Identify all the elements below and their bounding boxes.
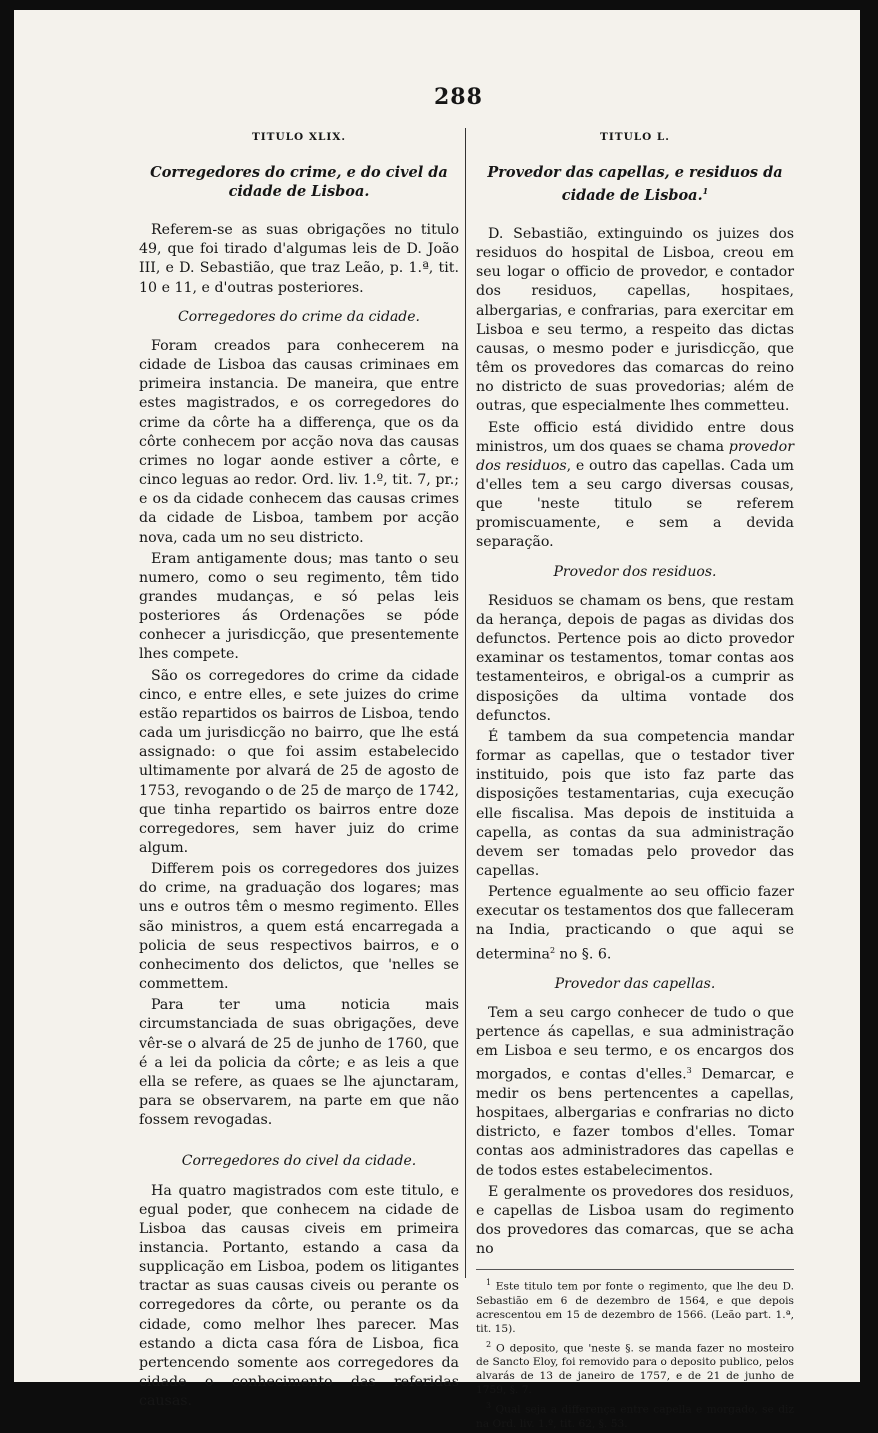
right-s1-paragraph-2: É tambem da sua competencia mandar formar as capellas, que o testador tiver instituido, pois que isto faz parte das disposições testamentarias, cuja execução elle fiscalisa. Mas depois de instituida a capella, as contas da sua administração devem ser tomadas pelo provedor das capellas. bbox=[476, 728, 794, 879]
right-title-text: Provedor das capellas, e residuos da cidade de Lisboa. bbox=[487, 164, 783, 204]
left-title: Corregedores do crime, e do civel da cidade de Lisboa. bbox=[150, 164, 448, 201]
right-s2-paragraph-2: E geralmente os provedores dos residuos, e capellas de Lisboa usam do regimento dos provedores das comarcas, que se acha no bbox=[476, 1183, 794, 1258]
right-p2-text-a: Este officio está dividido entre dous ministros, um dos quaes se chama bbox=[476, 419, 794, 455]
right-paragraph-2 bbox=[476, 419, 794, 553]
left-section1-heading: Corregedores do crime da cidade. bbox=[177, 308, 420, 325]
footnote bbox=[476, 1399, 794, 1431]
left-s1-paragraph-1: Foram creados para conhecerem na cidade de Lisboa das causas criminaes em primeira instancia. De maneira, que entre estes magistrados, e os corregedores do crime da côrte ha a differença, que os da côrte conhecem por acção nova das causas crimes no logar aonde estiver a côrte, e cinco leguas ao redor. Ord. liv. 1.º, tit. 7, pr.; e os da cidade conhecem das causas crimes da cidade de Lisboa, tambem por acção nova, cada um no seu districto. bbox=[139, 337, 459, 546]
right-p2-text-b: , e outro das capellas. Cada um d'elles tem a seu cargo diversas cousas, que 'neste titulo se referem promiscuamente, e sem a devida separação. bbox=[476, 457, 794, 551]
left-running-head: TITULO XLIX. bbox=[251, 131, 347, 143]
right-s1-paragraph-3 bbox=[476, 883, 794, 964]
page-number: 288 bbox=[434, 84, 483, 110]
left-s1-paragraph-3: São os corregedores do crime da cidade cinco, e entre elles, e sete juizes do crime estão repartidos os bairros de Lisboa, tendo cada um jurisdicção no bairro, que lhe está assignado: o que foi assim estabelecido ultimamente por alvará de 25 de agosto de 1753, revogando o de 25 de março de 1742, que tinha repartido os bairros entre doze corregedores, sem haver juiz do crime algum. bbox=[139, 667, 459, 856]
right-s2-p1-text-a: Tem a seu cargo conhecer de tudo o que pertence ás capellas, e sua administração em Lisboa e seu termo, e os encargos dos morgados, e contas d'elles. bbox=[476, 1004, 794, 1083]
right-title bbox=[476, 163, 794, 205]
right-paragraph-1: D. Sebastião, extinguindo os juizes dos residuos do hospital de Lisboa, creou em seu logar o officio de provedor, e contador dos residuos, capellas, hospitaes, albergarias, e confrarias, para exercitar em Lisboa e seu termo, a respeito das dictas causas, o mesmo poder e jurisdicção, que têm os provedores das comarcas do reino no districto de suas provedorias; além de outras, que especialmente lhes commetteu. bbox=[476, 225, 794, 415]
right-s2-p1-note-ref: 3 bbox=[686, 1066, 692, 1076]
footnote-number: 3 bbox=[486, 1401, 492, 1411]
footnote-text: Qual seja a differença entre capella e morgado, se diz na Ord. liv. 1.º, tit. 62, §. 53. bbox=[476, 1404, 794, 1431]
right-section1-heading: Provedor dos residuos. bbox=[553, 563, 717, 580]
left-intro-paragraph: Referem-se as suas obrigações no titulo 49, que foi tirado d'algumas leis de D. João III, e D. Sebastião, que traz Leão, p. 1.ª, tit. 10 e 11, e d'outras posteriores. bbox=[139, 222, 459, 296]
footnote-text: O deposito, que 'neste §. se manda fazer no mosteiro de Sancto Eloy, foi removido para o deposito publico, pelos alvarás de 13 de janeiro de 1757, e de 21 de junho de 1759, §. 7. bbox=[476, 1342, 795, 1397]
right-title-note-ref: 1 bbox=[702, 186, 709, 197]
right-s2-p1-text-b: Demarcar, e medir os bens pertencentes a capellas, hospitaes, albergarias e confrarias no dicto districto, e fazer tombos d'elles. Tomar contas aos administradores das capellas e de todos estes estabelecimentos. bbox=[476, 1066, 794, 1179]
left-column bbox=[139, 128, 459, 1413]
right-column bbox=[476, 128, 794, 1433]
right-s1-p3-end: no §. 6. bbox=[555, 946, 612, 963]
right-p2-italic: provedor dos residuos bbox=[476, 438, 794, 474]
right-s1-paragraph-1: Residuos se chamam os bens, que restam da herança, depois de pagas as dividas dos defunctos. Pertence pois ao dicto provedor examinar os testamentos, tomar contas aos testamenteiros, e obrigal-os a cumprir as disposições da ultima vontade dos defunctos. bbox=[476, 592, 794, 724]
right-section2-heading: Provedor das capellas. bbox=[554, 975, 716, 992]
column-divider bbox=[465, 128, 466, 1278]
footnote-text: Este titulo tem por fonte o regimento, que lhe deu D. Sebastião em 6 de dezembro de 1564, e que depois acrescentou em 15 de dezembro de 1566. (Leão part. 1.ª, tit. 15). bbox=[476, 1280, 794, 1335]
footnote-number: 1 bbox=[486, 1278, 492, 1288]
left-s1-paragraph-4: Differem pois os corregedores dos juizes do crime, na graduação dos logares; mas uns e outros têm o mesmo regimento. Elles são ministros, a quem está encarregada a policia de seus respectivos bairros, e o conhecimento dos delictos, que 'nelles se commettem. bbox=[139, 861, 459, 993]
footnotes bbox=[476, 1269, 794, 1431]
document-page bbox=[14, 10, 860, 1431]
right-running-head: TITULO L. bbox=[600, 131, 670, 143]
right-s2-paragraph-1 bbox=[476, 1004, 794, 1181]
left-section2-heading: Corregedores do civel da cidade. bbox=[181, 1153, 417, 1170]
right-s1-p3-note-ref: 2 bbox=[549, 945, 556, 955]
left-s1-paragraph-5: Para ter uma noticia mais circumstanciada de suas obrigações, deve vêr-se o alvará de 25 de junho de 1760, que é a lei da policia da côrte; e as leis a que ella se refere, as quaes se lhe ajunctaram, para se observarem, na parte em que não fossem revogadas. bbox=[139, 997, 459, 1129]
right-s1-p3-text: Pertence egualmente ao seu officio fazer executar os testamentos dos que falleceram na India, practicando o que aqui se determina bbox=[476, 884, 794, 963]
footnote bbox=[476, 1276, 794, 1336]
left-s2-paragraph-1: Ha quatro magistrados com este titulo, e egual poder, que conhecem na cidade de Lisboa das causas civeis em primeira instancia. Portanto, estando a casa da supplicação em Lisboa, podem os litigantes tractar as suas causas civeis ou perante os corregedores da côrte, ou perante os da cidade, como melhor lhes parecer. Mas estando a dicta casa fóra de Lisboa, fica pertencendo somente aos corregedores da cidade o conhecimento das referidas causas. bbox=[139, 1182, 459, 1410]
footnote-number: 2 bbox=[486, 1339, 492, 1349]
footnote bbox=[476, 1338, 794, 1398]
left-s1-paragraph-2: Eram antigamente dous; mas tanto o seu numero, como o seu regimento, têm tido grandes mudanças, e só pelas leis posteriores ás Ordenações se póde conhecer a jurisdicção, que presentemente lhes compete. bbox=[139, 550, 459, 663]
